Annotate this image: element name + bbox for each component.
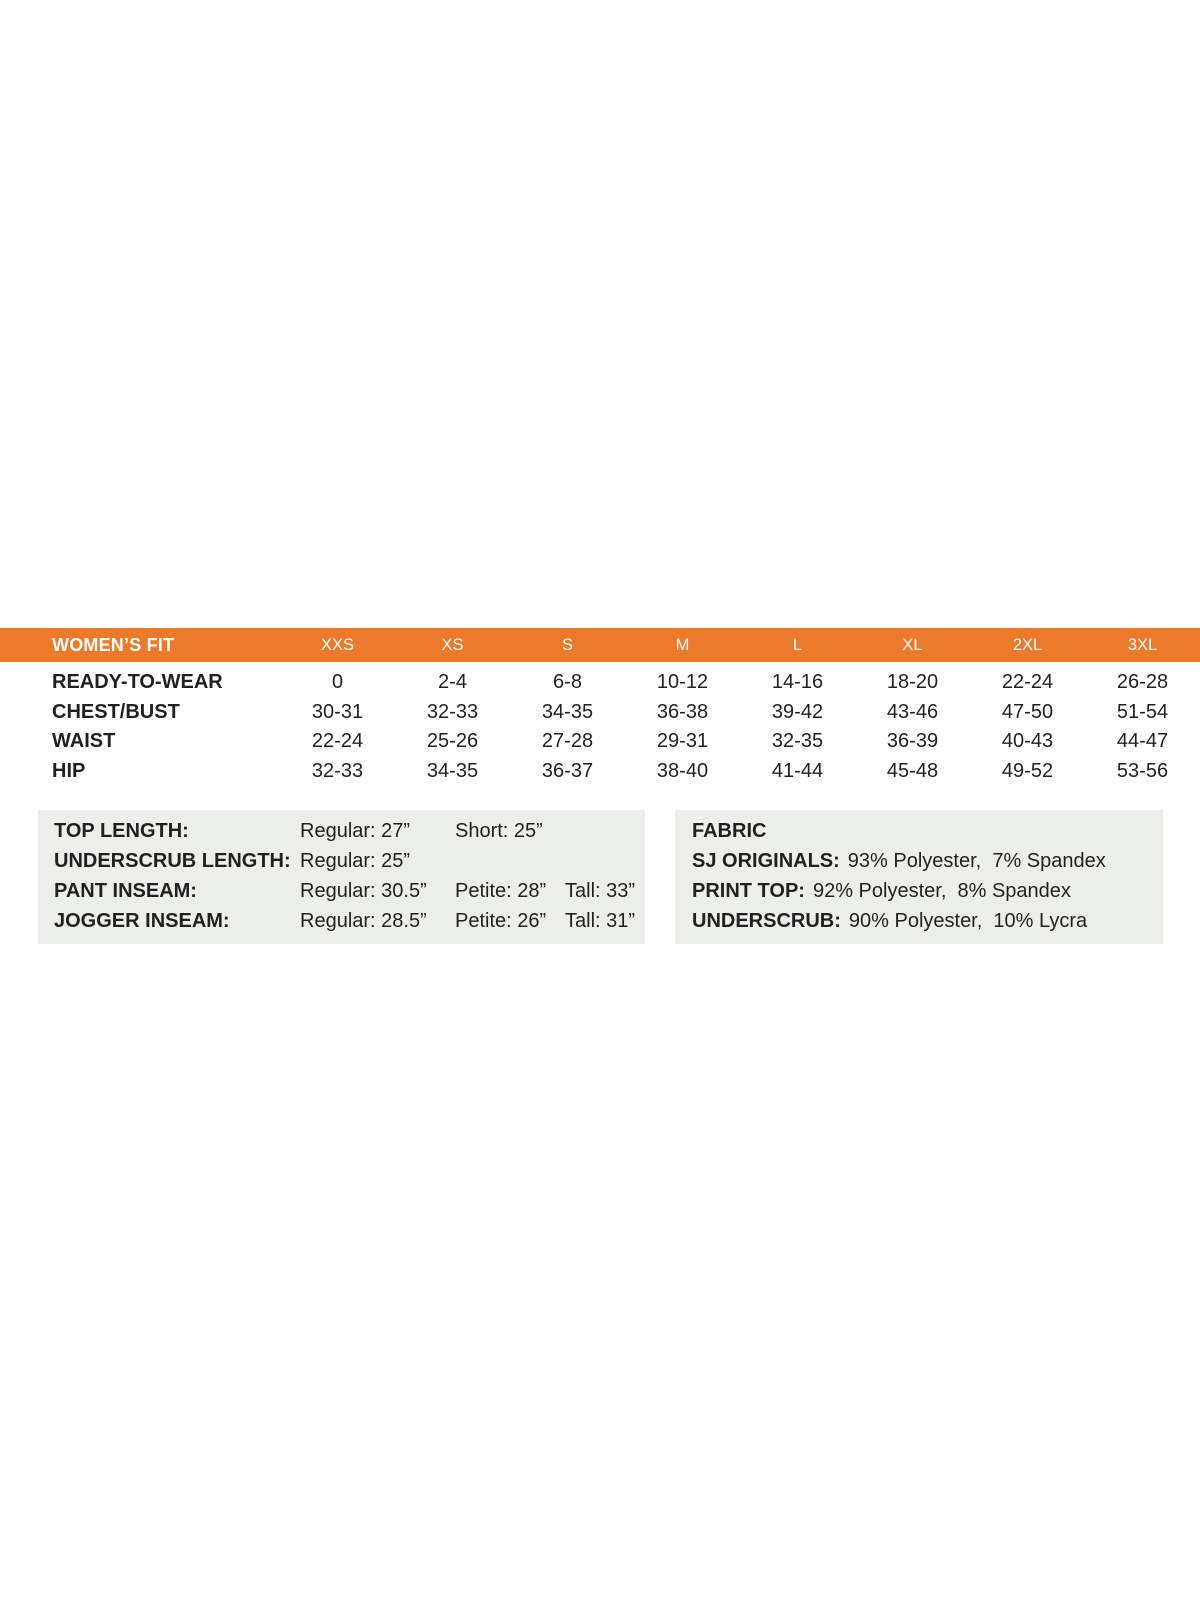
fabric-row xyxy=(675,906,1163,936)
length-row-label: PANT INSEAM: xyxy=(54,880,197,902)
fabric-row xyxy=(675,846,1163,876)
measurement-value-cell: 38-40 xyxy=(656,760,709,783)
measurement-value-cell: 25-26 xyxy=(426,730,479,753)
measurement-value-cell: 43-46 xyxy=(886,700,939,723)
length-row-label: UNDERSCRUB LENGTH: xyxy=(54,850,291,872)
length-row-label: JOGGER INSEAM: xyxy=(54,910,230,932)
measurement-value-cell: 32-35 xyxy=(771,730,824,753)
table-row xyxy=(0,727,1200,757)
measurement-row-label: HIP xyxy=(52,760,86,783)
measurement-value-cell: 10-12 xyxy=(656,671,709,694)
length-row-value: Tall: 33” xyxy=(565,880,636,902)
measurement-value-cell: 22-24 xyxy=(1001,671,1054,694)
fabric-row-value: 92% Polyester, 8% Spandex xyxy=(812,880,1071,902)
length-info-panel xyxy=(38,810,645,944)
measurement-value-cell: 0 xyxy=(331,671,344,694)
length-row-value: Petite: 28” xyxy=(455,880,547,902)
measurement-row-label: WAIST xyxy=(52,730,116,753)
fabric-info-rows xyxy=(675,846,1163,936)
length-row xyxy=(38,906,645,936)
womens-fit-size-chart xyxy=(0,628,1200,786)
fabric-row-value: 90% Polyester, 10% Lycra xyxy=(848,910,1088,932)
fabric-row-label: PRINT TOP: xyxy=(692,880,805,902)
measurement-value-cell: 53-56 xyxy=(1116,760,1169,783)
measurement-value-cell: 2-4 xyxy=(438,671,467,694)
measurement-value-cell: 6-8 xyxy=(553,671,582,694)
table-row xyxy=(0,698,1200,728)
measurement-value-cell: 34-35 xyxy=(541,700,594,723)
length-row-value: Regular: 30.5” xyxy=(300,880,427,902)
length-row xyxy=(38,846,645,876)
size-column-header: S xyxy=(561,636,573,654)
measurement-value-cell: 26-28 xyxy=(1116,671,1169,694)
size-column-header: L xyxy=(792,636,803,654)
fabric-row-value: 93% Polyester, 7% Spandex xyxy=(847,850,1106,872)
measurement-value-cell: 47-50 xyxy=(1001,700,1054,723)
length-row-label: TOP LENGTH: xyxy=(54,820,189,842)
measurement-value-cell: 49-52 xyxy=(1001,760,1054,783)
fabric-row xyxy=(675,876,1163,906)
measurement-value-cell: 14-16 xyxy=(771,671,824,694)
size-column-header: XL xyxy=(902,636,923,654)
length-row-value: Regular: 28.5” xyxy=(300,910,427,932)
length-row xyxy=(38,876,645,906)
size-column-header: 3XL xyxy=(1127,636,1158,654)
length-row-value xyxy=(455,846,565,876)
table-row xyxy=(0,757,1200,787)
measurement-row-label: READY-TO-WEAR xyxy=(52,671,223,694)
measurement-value-cell: 45-48 xyxy=(886,760,939,783)
measurement-value-cell: 18-20 xyxy=(886,671,939,694)
measurement-value-cell: 44-47 xyxy=(1116,730,1169,753)
measurement-value-cell: 51-54 xyxy=(1116,700,1169,723)
measurement-value-cell: 22-24 xyxy=(311,730,364,753)
length-row xyxy=(38,816,645,846)
measurement-value-cell: 32-33 xyxy=(426,700,479,723)
length-row-value: Regular: 25” xyxy=(300,850,411,872)
measurement-value-cell: 32-33 xyxy=(311,760,364,783)
length-row-value xyxy=(565,816,645,846)
length-row-value: Tall: 31” xyxy=(565,910,636,932)
measurement-value-cell: 36-39 xyxy=(886,730,939,753)
size-chart-header-bar xyxy=(0,628,1200,662)
chart-title: WOMEN’S FIT xyxy=(52,635,175,655)
fabric-panel-title: FABRIC xyxy=(692,820,767,842)
table-row xyxy=(0,668,1200,698)
size-chart-body xyxy=(0,662,1200,786)
measurement-value-cell: 27-28 xyxy=(541,730,594,753)
length-row-value xyxy=(565,846,645,876)
fabric-row-label: UNDERSCRUB: xyxy=(692,910,841,932)
measurement-value-cell: 36-37 xyxy=(541,760,594,783)
length-row-value: Petite: 26” xyxy=(455,910,547,932)
measurement-value-cell: 41-44 xyxy=(771,760,824,783)
length-row-value: Regular: 27” xyxy=(300,820,411,842)
measurement-value-cell: 30-31 xyxy=(311,700,364,723)
measurement-value-cell: 36-38 xyxy=(656,700,709,723)
size-column-header: 2XL xyxy=(1012,636,1043,654)
size-column-header: XXS xyxy=(320,636,355,654)
size-column-header: XS xyxy=(441,636,464,654)
size-column-header: M xyxy=(675,636,690,654)
measurement-value-cell: 39-42 xyxy=(771,700,824,723)
measurement-row-label: CHEST/BUST xyxy=(52,700,180,723)
length-row-value: Short: 25” xyxy=(455,820,543,842)
measurement-value-cell: 34-35 xyxy=(426,760,479,783)
measurement-value-cell: 40-43 xyxy=(1001,730,1054,753)
length-info-rows xyxy=(38,816,645,936)
measurement-value-cell: 29-31 xyxy=(656,730,709,753)
fabric-row-label: SJ ORIGINALS: xyxy=(692,850,840,872)
fabric-info-panel xyxy=(675,810,1163,944)
